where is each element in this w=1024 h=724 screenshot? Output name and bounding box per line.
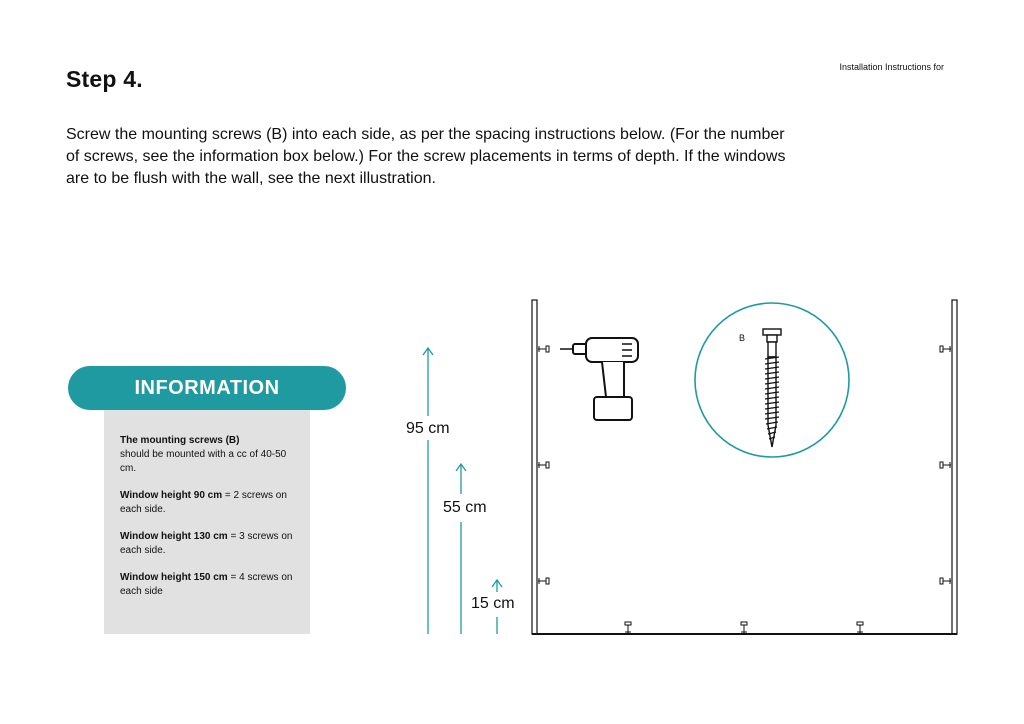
screw-icon bbox=[857, 622, 863, 633]
screw-icon bbox=[940, 462, 951, 468]
screw-label: B bbox=[739, 333, 746, 343]
information-banner: INFORMATION bbox=[68, 366, 346, 410]
screw-icon bbox=[940, 578, 951, 584]
measure-15cm-label: 15 cm bbox=[471, 595, 515, 612]
screw-detail-magnifier bbox=[695, 303, 849, 457]
screw-icon bbox=[538, 578, 549, 584]
info-item-height-90: Window height 90 cm = 2 screws on each side. bbox=[120, 490, 287, 515]
arrow-95cm bbox=[423, 348, 433, 634]
screw-icon bbox=[940, 346, 951, 352]
arrow-55cm bbox=[456, 464, 466, 634]
header-note: Installation Instructions for bbox=[839, 62, 944, 72]
measure-55cm-label: 55 cm bbox=[443, 499, 487, 516]
measure-95cm-label: 95 cm bbox=[406, 420, 450, 437]
right-side-screws bbox=[940, 346, 951, 584]
left-side-screws bbox=[538, 346, 549, 584]
screw-icon bbox=[625, 622, 631, 633]
screw-icon bbox=[538, 462, 549, 468]
screw-icon bbox=[538, 346, 549, 352]
info-item-height-150: Window height 150 cm = 4 screws on each side bbox=[120, 572, 293, 597]
step-title: Step 4. bbox=[66, 66, 143, 92]
measurement-arrows bbox=[423, 348, 502, 634]
intro-text: Screw the mounting screws (B) into each side, as per the spacing instructions below. (For the number of screws, see the information box below.) For the screw placements in terms of depth. If the windows are to be flush with the wall, see the next illustration. bbox=[66, 126, 786, 187]
bottom-screws bbox=[625, 622, 863, 633]
info-item-spacing: The mounting screws (B) should be mounted with a cc of 40-50 cm. bbox=[120, 435, 287, 474]
screw-icon bbox=[741, 622, 747, 633]
drill-icon bbox=[560, 338, 638, 420]
info-item-height-130: Window height 130 cm = 3 screws on each side. bbox=[120, 531, 293, 556]
